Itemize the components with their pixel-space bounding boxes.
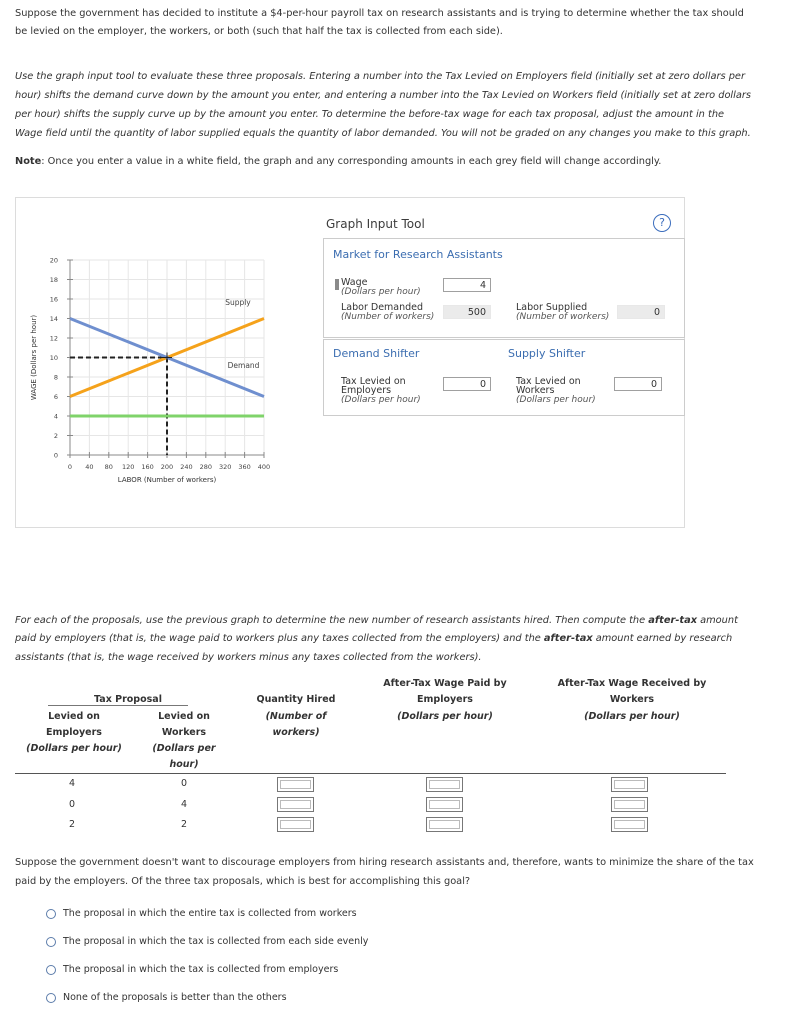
graph-input-tool-title: Graph Input Tool xyxy=(326,217,425,231)
y-tick-label: 6 xyxy=(53,393,58,401)
th-levied-workers-4: hour) xyxy=(169,759,199,770)
tax-employers-input[interactable]: 0 xyxy=(443,377,491,391)
row-3-paid-input[interactable] xyxy=(426,817,463,832)
option-4-label[interactable]: None of the proposals is better than the others xyxy=(63,992,287,1003)
labor-supplied-label: Labor Supplied xyxy=(516,302,588,313)
question-line-2: paid by the employers. Of the three tax proposals, which is best for accomplishing this goal? xyxy=(15,876,471,887)
mid-line-3: assistants (that is, the wage received by workers minus any taxes collected from the workers). xyxy=(15,652,482,663)
y-tick-label: 2 xyxy=(53,432,58,440)
row-1-quantity-input[interactable] xyxy=(277,777,314,792)
y-tick-label: 20 xyxy=(49,256,58,265)
y-tick-label: 12 xyxy=(49,334,58,343)
th-quantity-2: (Number of xyxy=(265,711,327,722)
tax-workers-input[interactable]: 0 xyxy=(614,377,662,391)
y-tick-label: 18 xyxy=(49,276,58,284)
mid-line-2 xyxy=(15,629,732,648)
row-1-received-input[interactable] xyxy=(611,777,648,792)
option-1-label[interactable]: The proposal in which the entire tax is collected from workers xyxy=(63,908,357,919)
row-1-employers: 4 xyxy=(68,778,76,789)
labor-demanded-unit: (Number of workers) xyxy=(341,312,435,322)
note-text: : Once you enter a value in a white field, the graph and any corresponding amounts in each grey field will change accordingly. xyxy=(41,156,662,167)
wage-label: Wage xyxy=(341,277,368,288)
th-tax-proposal: Tax Proposal xyxy=(94,694,162,705)
option-3-label[interactable]: The proposal in which the tax is collected from employers xyxy=(63,964,339,975)
x-tick-label: 400 xyxy=(257,463,271,471)
labor-demanded-label: Labor Demanded xyxy=(341,302,424,313)
tax-workers-label-1: Tax Levied on xyxy=(516,376,581,387)
help-icon[interactable]: ? xyxy=(653,214,671,232)
x-tick-label: 360 xyxy=(238,463,251,471)
mid-line-1-c: amount xyxy=(697,615,738,626)
row-2-workers: 4 xyxy=(180,799,188,810)
x-tick-label: 320 xyxy=(218,463,232,471)
note-label: Note xyxy=(15,156,42,167)
th-received-3: (Dollars per hour) xyxy=(584,711,680,722)
supply-shifter-title: Supply Shifter xyxy=(508,347,586,360)
th-received-1: After-Tax Wage Received by xyxy=(557,678,707,689)
labor-supplied-value: 0 xyxy=(617,305,665,319)
x-tick-label: 80 xyxy=(104,463,113,471)
mid-line-1-b: after-tax xyxy=(648,615,698,626)
supply-label: Supply xyxy=(225,297,251,307)
row-3-employers: 2 xyxy=(68,819,76,830)
th-levied-employers-1: Levied on xyxy=(48,711,100,722)
x-tick-label: 280 xyxy=(199,463,213,471)
mid-line-1 xyxy=(15,611,738,630)
tax-workers-unit: (Dollars per hour) xyxy=(516,395,596,405)
th-levied-workers-2: Workers xyxy=(161,727,207,738)
row-3-quantity-input[interactable] xyxy=(277,817,314,832)
option-2-label[interactable]: The proposal in which the tax is collected from each side evenly xyxy=(63,936,369,947)
row-3-received-input[interactable] xyxy=(611,817,648,832)
y-tick-label: 10 xyxy=(49,354,58,362)
demand-label: Demand xyxy=(227,361,260,371)
intro-line-1: Suppose the government has decided to institute a $4-per-hour payroll tax on research assistants and is trying to determine whether the tax should xyxy=(15,8,744,19)
tax-employers-label-1: Tax Levied on xyxy=(341,376,406,387)
th-levied-employers-2: Employers xyxy=(46,727,102,738)
note-line xyxy=(15,152,661,171)
row-1-workers: 0 xyxy=(180,778,188,789)
labor-demanded-value: 500 xyxy=(443,305,491,319)
y-axis-title: WAGE (Dollars per hour) xyxy=(30,314,38,401)
th-levied-workers-1: Levied on xyxy=(158,711,210,722)
market-title: Market for Research Assistants xyxy=(333,248,503,261)
radio-option-4[interactable] xyxy=(46,993,56,1003)
instructions-line-2: hour) shifts the demand curve down by the amount you enter, and entering a number into the Tax Levied on Workers field (initially set at zero dollars xyxy=(15,90,752,101)
th-quantity-3: workers) xyxy=(272,727,320,738)
th-levied-employers-3: (Dollars per hour) xyxy=(26,743,122,754)
th-quantity-1: Quantity Hired xyxy=(256,694,336,705)
instructions-line-4: Wage field until the quantity of labor supplied equals the quantity of labor demanded. You will not be graded on any changes you make to this graph. xyxy=(15,128,751,139)
labor-market-chart[interactable] xyxy=(22,250,282,490)
row-2-received-input[interactable] xyxy=(611,797,648,812)
row-2-paid-input[interactable] xyxy=(426,797,463,812)
demand-shifter-title: Demand Shifter xyxy=(333,347,420,360)
th-paid-2: Employers xyxy=(417,694,473,705)
radio-option-2[interactable] xyxy=(46,937,56,947)
row-1-paid-input[interactable] xyxy=(426,777,463,792)
row-3-workers: 2 xyxy=(180,819,188,830)
x-tick-label: 40 xyxy=(85,463,94,471)
x-tick-label: 160 xyxy=(141,463,154,471)
x-tick-label: 120 xyxy=(121,463,135,471)
wage-marker-icon xyxy=(335,279,339,290)
y-tick-label: 8 xyxy=(53,373,58,382)
y-tick-label: 16 xyxy=(49,295,58,304)
th-paid-1: After-Tax Wage Paid by xyxy=(383,678,507,689)
row-2-quantity-input[interactable] xyxy=(277,797,314,812)
chart-labels xyxy=(30,257,270,485)
th-levied-workers-3: (Dollars per xyxy=(152,743,216,754)
tax-employers-unit: (Dollars per hour) xyxy=(341,395,421,405)
radio-option-1[interactable] xyxy=(46,909,56,919)
intro-line-2: be levied on the employer, the workers, or both (such that half the tax is collected from each side). xyxy=(15,26,503,37)
x-tick-label: 200 xyxy=(160,463,174,471)
question-line-1: Suppose the government doesn't want to discourage employers from hiring research assistants and, therefore, wants to minimize the share of the tax xyxy=(15,857,754,868)
table-header-rule xyxy=(15,773,726,774)
tax-workers-label-2: Workers xyxy=(516,385,555,396)
x-axis-title: LABOR (Number of workers) xyxy=(117,476,217,484)
mid-line-2-a: paid by employers (that is, the wage paid to workers plus any taxes collected from the employers) and the xyxy=(15,633,544,644)
instructions-line-1: Use the graph input tool to evaluate these three proposals. Entering a number into the Tax Levied on Employers field (initially set at zero dollars per xyxy=(15,71,745,82)
mid-line-1-a: For each of the proposals, use the previous graph to determine the new number of research assistants hired. Then compute the xyxy=(15,615,649,626)
y-tick-label: 14 xyxy=(49,315,58,323)
row-2-employers: 0 xyxy=(68,799,76,810)
x-tick-label: 240 xyxy=(180,463,193,471)
wage-input[interactable]: 4 xyxy=(443,278,491,292)
y-tick-label: 0 xyxy=(53,451,58,460)
th-paid-3: (Dollars per hour) xyxy=(397,711,493,722)
radio-option-3[interactable] xyxy=(46,965,56,975)
y-tick-label: 4 xyxy=(53,412,58,421)
th-tax-proposal-rule xyxy=(48,705,188,706)
mid-line-2-b: after-tax xyxy=(543,633,593,644)
labor-supplied-unit: (Number of workers) xyxy=(516,312,610,322)
instructions-line-3: per hour) shifts the supply curve up by the amount you enter. To determine the before-tax wage for each tax proposal, adjust the amount in the xyxy=(15,109,725,120)
wage-unit: (Dollars per hour) xyxy=(341,287,421,297)
mid-line-2-c: amount earned by research xyxy=(592,633,733,644)
tax-employers-label-2: Employers xyxy=(341,385,392,396)
th-received-2: Workers xyxy=(609,694,655,705)
x-tick-label: 0 xyxy=(67,463,73,471)
